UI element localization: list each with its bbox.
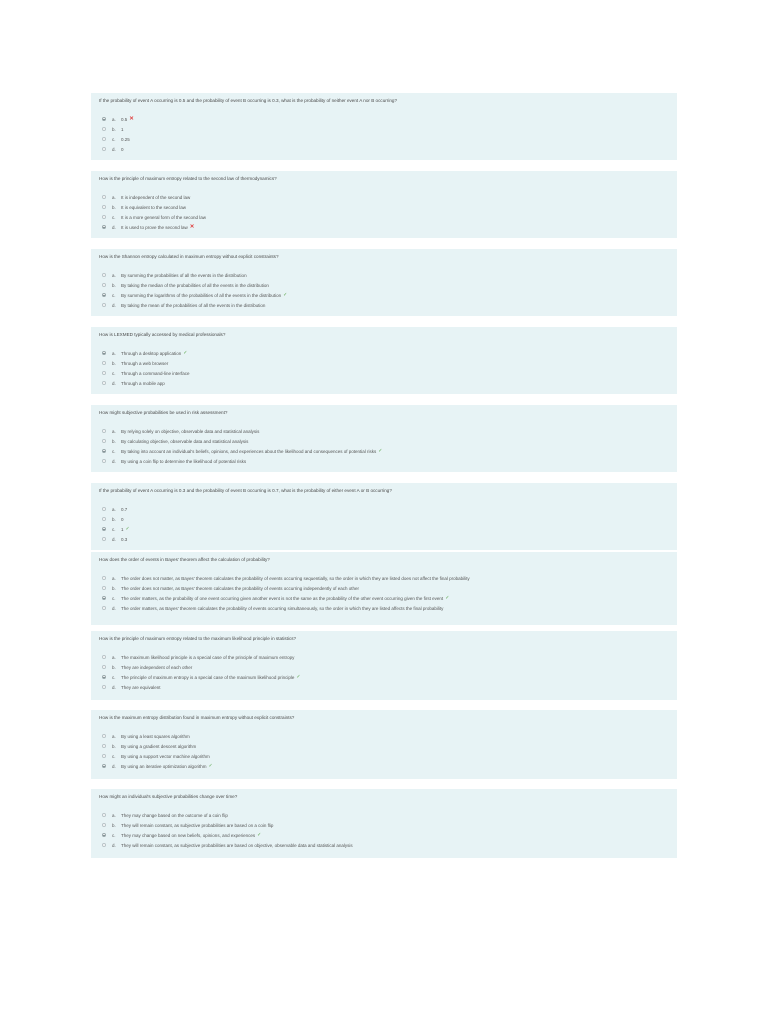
question-text: How might subjective probabilities be used in risk assessment? bbox=[99, 410, 228, 415]
answer-list bbox=[99, 731, 669, 771]
answer-letter: b. bbox=[112, 204, 116, 210]
radio-button[interactable] bbox=[102, 675, 106, 679]
answer-letter: c. bbox=[112, 292, 116, 298]
answer-option[interactable] bbox=[99, 810, 669, 820]
radio-button[interactable] bbox=[102, 439, 106, 443]
answer-text: 0.7 bbox=[121, 506, 128, 512]
radio-button[interactable] bbox=[102, 371, 106, 375]
answer-letter: c. bbox=[112, 595, 116, 601]
radio-button[interactable] bbox=[102, 813, 106, 817]
answer-text: The principle of maximum entropy is a special case of the maximum likelihood principle bbox=[121, 674, 295, 680]
radio-button[interactable] bbox=[102, 127, 106, 131]
answer-letter: b. bbox=[112, 360, 116, 366]
radio-button[interactable] bbox=[102, 303, 106, 307]
question-text: How is the Shannon entropy calculated in maximum entropy without explicit constraints? bbox=[99, 254, 279, 259]
answer-list bbox=[99, 573, 669, 613]
radio-button[interactable] bbox=[102, 655, 106, 659]
answer-letter: a. bbox=[112, 733, 116, 739]
answer-text: They are independent of each other bbox=[121, 664, 193, 670]
radio-button[interactable] bbox=[102, 833, 106, 837]
answer-letter: c. bbox=[112, 136, 116, 142]
answer-option[interactable] bbox=[99, 114, 669, 124]
answer-option[interactable] bbox=[99, 830, 669, 840]
question-text: How is the principle of maximum entropy related to the maximum likelihood principle in statistics? bbox=[99, 636, 297, 641]
question-text: If the probability of event A occurring is 0.3 and the probability of event B occurring is 0.7, what is the probability of either event A or B occurring? bbox=[99, 488, 392, 493]
answer-option[interactable] bbox=[99, 662, 669, 672]
answer-text: The maximum likelihood principle is a special case of the principle of maximum entropy bbox=[121, 654, 295, 660]
answer-letter: d. bbox=[112, 605, 116, 611]
question-card bbox=[91, 483, 677, 550]
radio-button[interactable] bbox=[102, 744, 106, 748]
answer-option[interactable] bbox=[99, 524, 669, 534]
question-card bbox=[91, 171, 677, 238]
answer-letter: b. bbox=[112, 585, 116, 591]
answer-option[interactable] bbox=[99, 446, 669, 456]
answer-letter: c. bbox=[112, 832, 116, 838]
answer-option[interactable] bbox=[99, 761, 669, 771]
radio-button[interactable] bbox=[102, 137, 106, 141]
answer-text: They are equivalent bbox=[121, 684, 161, 690]
radio-button[interactable] bbox=[102, 459, 106, 463]
answer-option[interactable] bbox=[99, 504, 669, 514]
answer-letter: a. bbox=[112, 116, 116, 122]
radio-button[interactable] bbox=[102, 195, 106, 199]
answer-option[interactable] bbox=[99, 144, 669, 154]
radio-button[interactable] bbox=[102, 147, 106, 151]
question-text: If the probability of event A occurring is 0.5 and the probability of event B occurring is 0.3, what is the probability of neither event A nor B occurring? bbox=[99, 98, 397, 103]
radio-button[interactable] bbox=[102, 843, 106, 847]
answer-text: They may change based on the outcome of a coin flip bbox=[121, 812, 228, 818]
radio-button[interactable] bbox=[102, 507, 106, 511]
answer-letter: a. bbox=[112, 575, 116, 581]
question-card bbox=[91, 93, 677, 160]
answer-letter: b. bbox=[112, 664, 116, 670]
radio-button[interactable] bbox=[102, 685, 106, 689]
answer-text: By using an iterative optimization algorithm bbox=[121, 763, 207, 769]
answer-text: It is equivalent to the second law bbox=[121, 204, 187, 210]
answer-text: It is a more general form of the second law bbox=[121, 214, 207, 220]
radio-button[interactable] bbox=[102, 293, 106, 297]
answer-text: By taking the median of the probabilities of all the events in the distribution bbox=[121, 282, 269, 288]
answer-letter: b. bbox=[112, 126, 116, 132]
check-icon: ✓ bbox=[257, 832, 262, 838]
answer-text: By relying solely on objective, observable data and statistical analysis bbox=[121, 428, 260, 434]
check-icon: ✓ bbox=[283, 292, 288, 298]
radio-button[interactable] bbox=[102, 764, 106, 768]
answer-text: They will remain constant, as subjective probabilities are based on objective, observable data and statistical analysis bbox=[121, 842, 353, 848]
answer-letter: d. bbox=[112, 380, 116, 386]
check-icon: ✓ bbox=[296, 674, 301, 680]
radio-button[interactable] bbox=[102, 537, 106, 541]
radio-button[interactable] bbox=[102, 596, 106, 600]
answer-option[interactable] bbox=[99, 124, 669, 134]
answer-text: 0.3 bbox=[121, 536, 128, 542]
answer-letter: d. bbox=[112, 458, 116, 464]
radio-button[interactable] bbox=[102, 215, 106, 219]
answer-option[interactable] bbox=[99, 426, 669, 436]
answer-option[interactable] bbox=[99, 573, 669, 583]
radio-button[interactable] bbox=[102, 429, 106, 433]
question-card bbox=[91, 405, 677, 472]
answer-text: 0.5 bbox=[121, 116, 128, 122]
answer-text: 0.25 bbox=[121, 136, 130, 142]
question-text: How does the order of events in Bayes' theorem affect the calculation of probability? bbox=[99, 557, 270, 562]
radio-button[interactable] bbox=[102, 754, 106, 758]
answer-letter: d. bbox=[112, 536, 116, 542]
answer-text: It is independent of the second law bbox=[121, 194, 191, 200]
answer-letter: a. bbox=[112, 654, 116, 660]
answer-letter: c. bbox=[112, 753, 116, 759]
check-icon: ✓ bbox=[183, 350, 188, 356]
answer-letter: a. bbox=[112, 812, 116, 818]
answer-option[interactable] bbox=[99, 222, 669, 232]
answer-letter: a. bbox=[112, 506, 116, 512]
question-card bbox=[91, 249, 677, 316]
question-text: How is the maximum entropy distribution found in maximum entropy without explicit constraints? bbox=[99, 715, 295, 720]
radio-button[interactable] bbox=[102, 517, 106, 521]
question-text: How might an individual's subjective probabilities change over time? bbox=[99, 794, 238, 799]
answer-text: By summing the probabilities of all the events in the distribution bbox=[121, 272, 247, 278]
answer-text: The order does not matter, as Bayes' theorem calculates the probability of events occurring sequentially, so the order in which they are listed does not affect the final probability bbox=[121, 575, 470, 581]
answer-letter: a. bbox=[112, 272, 116, 278]
answer-text: They will remain constant, as subjective probabilities are based on a coin flip bbox=[121, 822, 274, 828]
check-icon: ✓ bbox=[378, 448, 383, 454]
answer-text: Through a web browser bbox=[121, 360, 169, 366]
answer-option[interactable] bbox=[99, 280, 669, 290]
answer-option[interactable] bbox=[99, 840, 669, 850]
radio-button[interactable] bbox=[102, 283, 106, 287]
answer-text: Through a desktop application bbox=[121, 350, 182, 356]
answer-option[interactable] bbox=[99, 202, 669, 212]
answer-letter: d. bbox=[112, 146, 116, 152]
answer-letter: c. bbox=[112, 674, 116, 680]
answer-option[interactable] bbox=[99, 583, 669, 593]
answer-text: The order matters, as Bayes' theorem calculates the probability of events occurring simultaneously, so the order in which they are listed affects the final probability bbox=[121, 605, 444, 611]
answer-option[interactable] bbox=[99, 456, 669, 466]
question-text: How is the principle of maximum entropy related to the second law of thermodynamics? bbox=[99, 176, 277, 181]
answer-option[interactable] bbox=[99, 300, 669, 310]
answer-list bbox=[99, 652, 669, 692]
answer-text: By summing the logarithms of the probabilities of all the events in the distribution bbox=[121, 292, 282, 298]
question-card bbox=[91, 710, 677, 779]
question-card bbox=[91, 552, 677, 625]
answer-letter: b. bbox=[112, 438, 116, 444]
answer-letter: c. bbox=[112, 370, 116, 376]
answer-text: By using a support vector machine algorithm bbox=[121, 753, 210, 759]
question-card bbox=[91, 327, 677, 394]
radio-button[interactable] bbox=[102, 586, 106, 590]
answer-letter: b. bbox=[112, 822, 116, 828]
answer-text: Through a command-line interface bbox=[121, 370, 190, 376]
answer-text: Through a mobile app bbox=[121, 380, 165, 386]
radio-button[interactable] bbox=[102, 606, 106, 610]
answer-option[interactable] bbox=[99, 652, 669, 662]
answer-option[interactable] bbox=[99, 603, 669, 613]
answer-text: By using a coin flip to determine the likelihood of potential risks bbox=[121, 458, 247, 464]
answer-list bbox=[99, 426, 669, 466]
answer-option[interactable] bbox=[99, 593, 669, 603]
answer-option[interactable] bbox=[99, 348, 669, 358]
question-card bbox=[91, 789, 677, 858]
radio-button[interactable] bbox=[102, 117, 106, 121]
radio-button[interactable] bbox=[102, 576, 106, 580]
answer-text: The order matters, as the probability of one event occurring given another event is not the same as the probability of the other event occurring given the first event bbox=[121, 595, 444, 601]
answer-letter: a. bbox=[112, 194, 116, 200]
answer-letter: a. bbox=[112, 428, 116, 434]
answer-option[interactable] bbox=[99, 192, 669, 202]
question-card bbox=[91, 631, 677, 700]
answer-letter: c. bbox=[112, 526, 116, 532]
radio-button[interactable] bbox=[102, 734, 106, 738]
answer-text: By using a gradient descent algorithm bbox=[121, 743, 197, 749]
answer-text: 1 bbox=[121, 126, 124, 132]
answer-list bbox=[99, 348, 669, 388]
answer-letter: b. bbox=[112, 743, 116, 749]
answer-letter: d. bbox=[112, 302, 116, 308]
answer-text: 0 bbox=[121, 516, 124, 522]
radio-button[interactable] bbox=[102, 823, 106, 827]
answer-list bbox=[99, 504, 669, 544]
radio-button[interactable] bbox=[102, 527, 106, 531]
answer-option[interactable] bbox=[99, 731, 669, 741]
answer-letter: d. bbox=[112, 763, 116, 769]
answer-text: 1 bbox=[121, 526, 124, 532]
radio-button[interactable] bbox=[102, 225, 106, 229]
answer-letter: b. bbox=[112, 282, 116, 288]
answer-option[interactable] bbox=[99, 534, 669, 544]
answer-list bbox=[99, 114, 669, 154]
answer-text: 0 bbox=[121, 146, 124, 152]
radio-button[interactable] bbox=[102, 665, 106, 669]
answer-list bbox=[99, 192, 669, 232]
answer-option[interactable] bbox=[99, 672, 669, 682]
answer-option[interactable] bbox=[99, 134, 669, 144]
check-icon: ✓ bbox=[208, 763, 213, 769]
answer-text: By calculating objective, observable data and statistical analysis bbox=[121, 438, 249, 444]
answer-list bbox=[99, 270, 669, 310]
radio-button[interactable] bbox=[102, 273, 106, 277]
answer-option[interactable] bbox=[99, 290, 669, 300]
answer-letter: d. bbox=[112, 842, 116, 848]
radio-button[interactable] bbox=[102, 351, 106, 355]
cross-icon: ✕ bbox=[129, 116, 134, 122]
answer-option[interactable] bbox=[99, 358, 669, 368]
answer-text: They may change based on new beliefs, opinions, and experiences bbox=[121, 832, 256, 838]
question-text: How is LEXMED typically accessed by medical professionals? bbox=[99, 332, 226, 337]
check-icon: ✓ bbox=[125, 526, 130, 532]
answer-text: By using a least squares algorithm bbox=[121, 733, 190, 739]
answer-option[interactable] bbox=[99, 514, 669, 524]
answer-option[interactable] bbox=[99, 741, 669, 751]
radio-button[interactable] bbox=[102, 381, 106, 385]
cross-icon: ✕ bbox=[189, 224, 195, 230]
answer-letter: d. bbox=[112, 684, 116, 690]
answer-text: The order does not matter, as Bayes' theorem calculates the probability of events occurring independently of each other bbox=[121, 585, 359, 591]
check-icon: ✓ bbox=[445, 595, 450, 601]
answer-option[interactable] bbox=[99, 378, 669, 388]
answer-text: By taking the mean of the probabilities of all the events in the distribution bbox=[121, 302, 266, 308]
answer-option[interactable] bbox=[99, 820, 669, 830]
radio-button[interactable] bbox=[102, 205, 106, 209]
radio-button[interactable] bbox=[102, 449, 106, 453]
answer-option[interactable] bbox=[99, 270, 669, 280]
radio-button[interactable] bbox=[102, 361, 106, 365]
answer-option[interactable] bbox=[99, 368, 669, 378]
answer-option[interactable] bbox=[99, 212, 669, 222]
answer-letter: a. bbox=[112, 350, 116, 356]
answer-text: It is used to prove the second law bbox=[121, 224, 188, 230]
answer-option[interactable] bbox=[99, 436, 669, 446]
answer-option[interactable] bbox=[99, 751, 669, 761]
answer-list bbox=[99, 810, 669, 850]
answer-letter: b. bbox=[112, 516, 116, 522]
answer-letter: c. bbox=[112, 448, 116, 454]
answer-option[interactable] bbox=[99, 682, 669, 692]
answer-letter: d. bbox=[112, 224, 116, 230]
answer-letter: c. bbox=[112, 214, 116, 220]
answer-text: By taking into account an individual's beliefs, opinions, and experiences about the likelihood and consequences of potential risks bbox=[121, 448, 377, 454]
